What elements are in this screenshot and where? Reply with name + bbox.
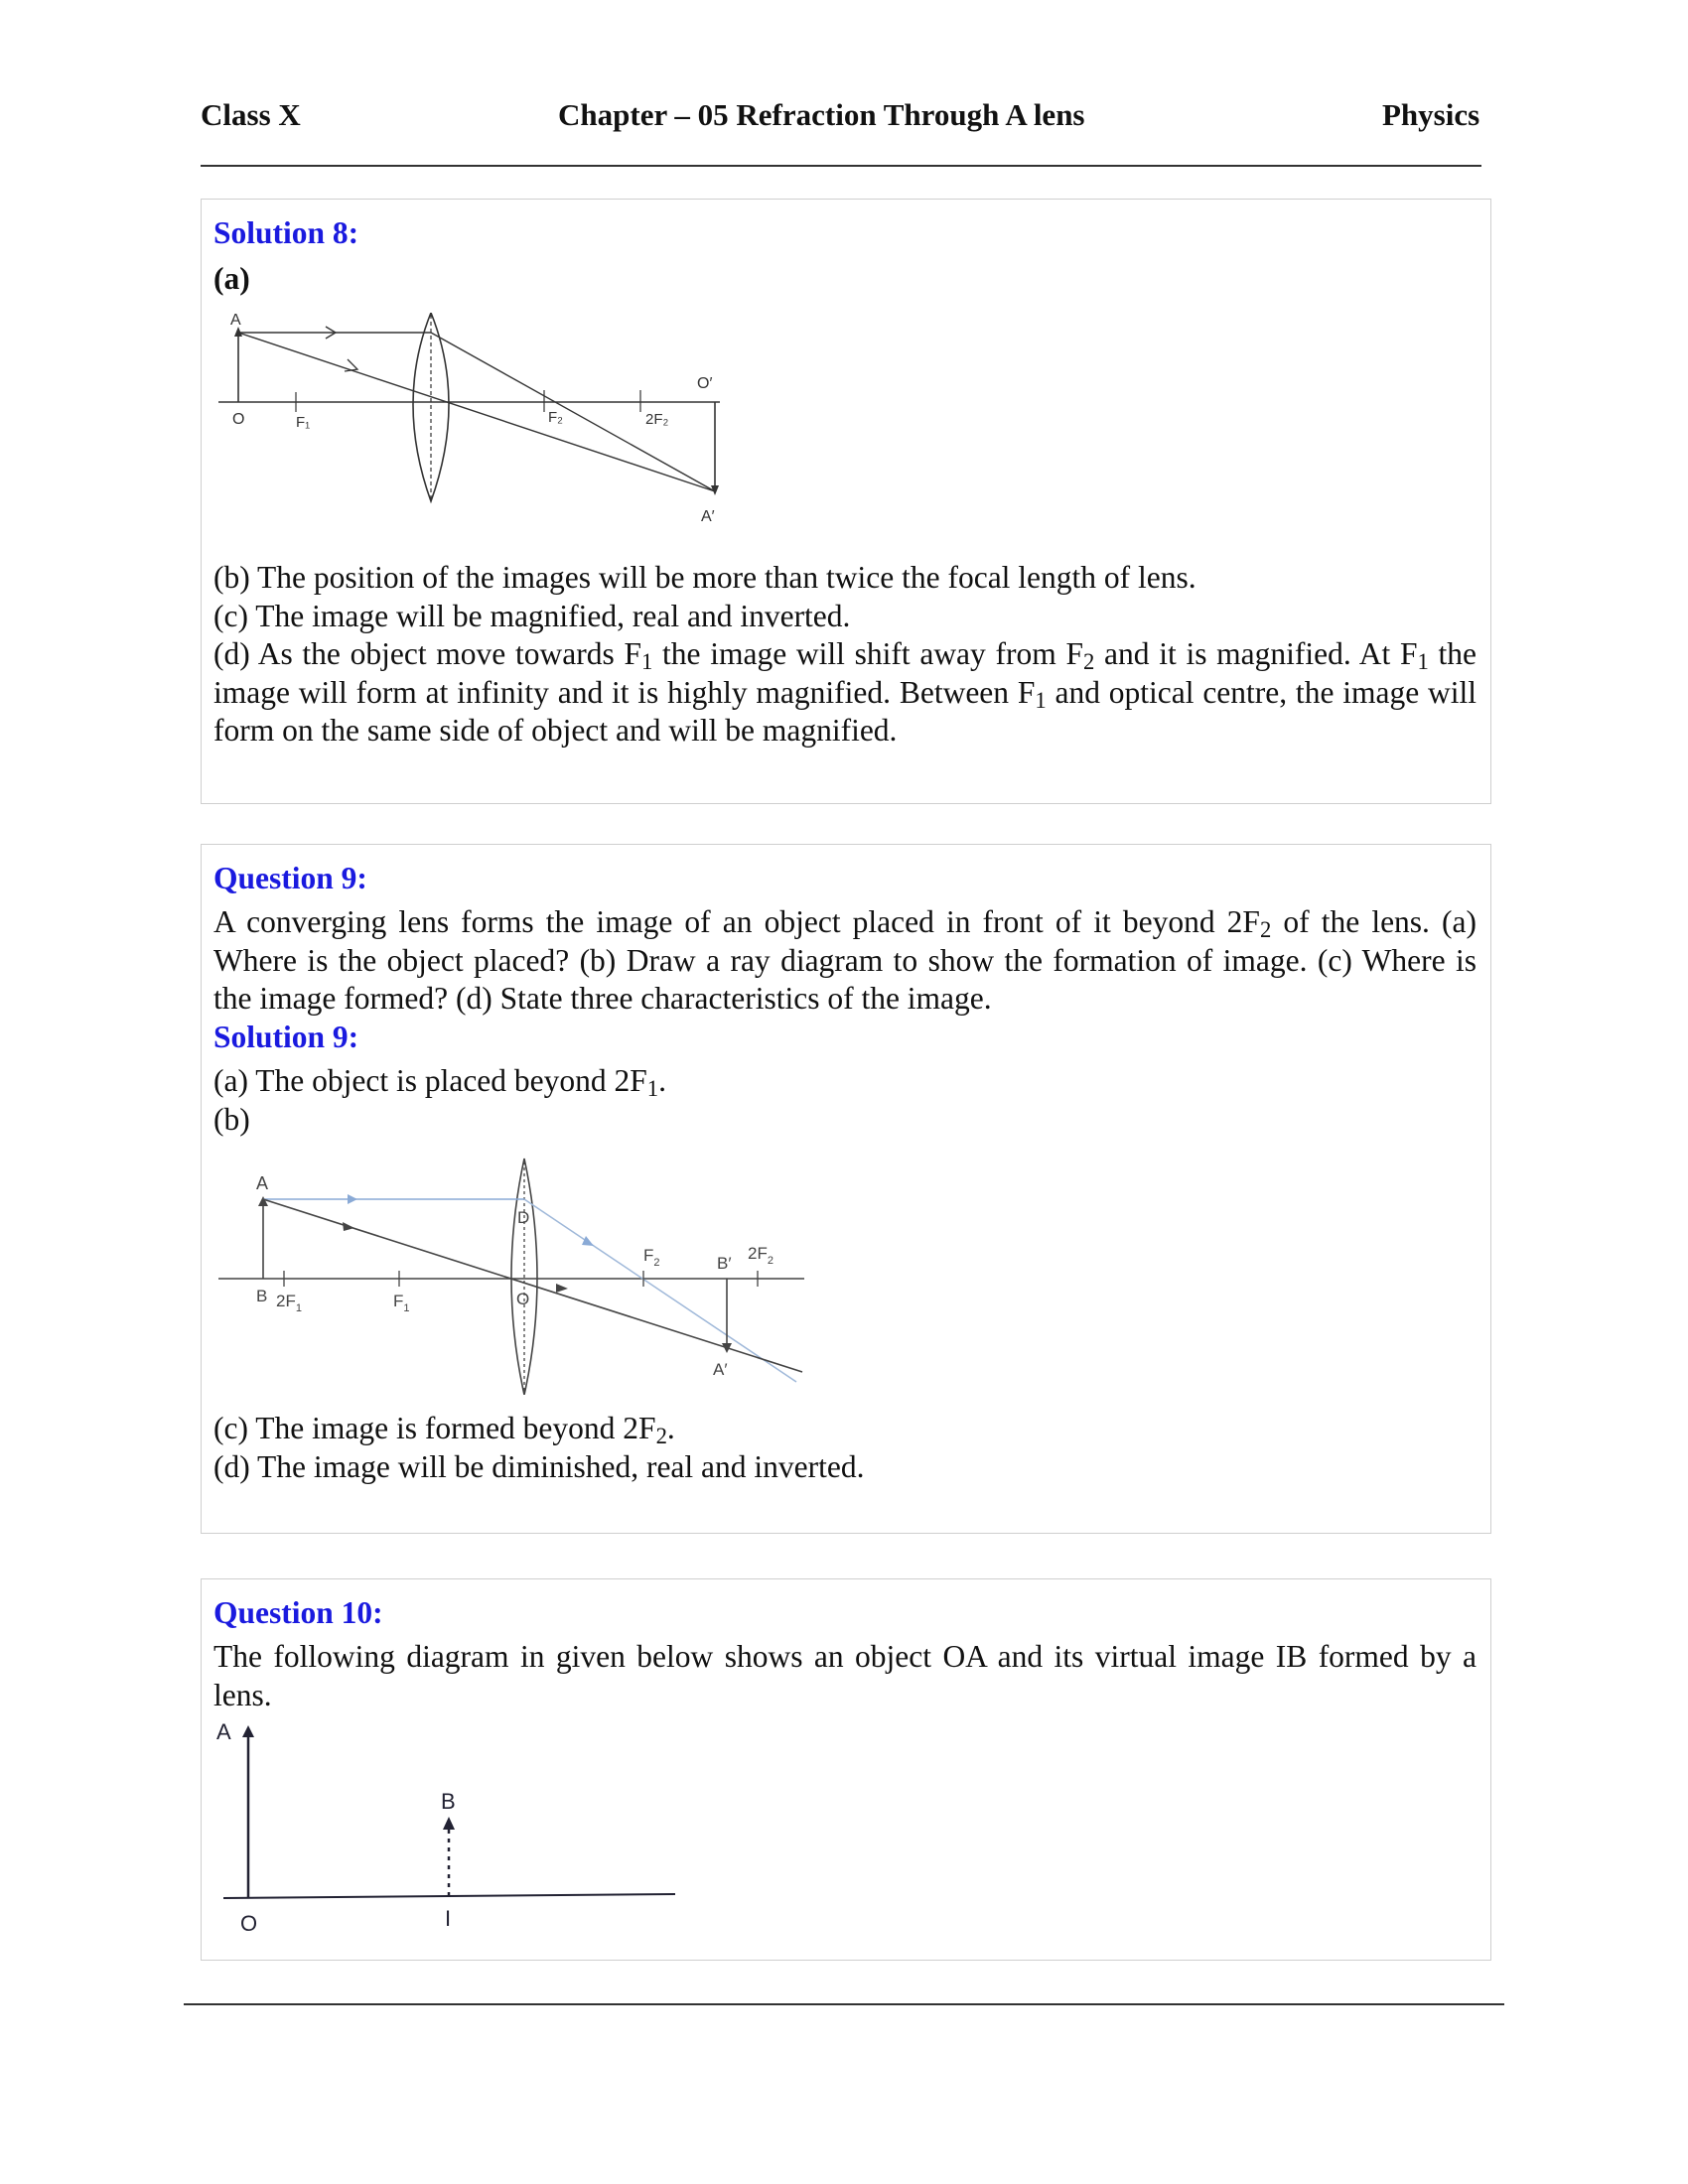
label-F1: F₁ bbox=[296, 414, 311, 431]
solution8-d: (d) As the object move towards $F_1$ the image will shift away from $F_2$ and it is magnified. At $F_1$ the image will form at infinity and it is highly magnified. Between $F_1$ and optical centre, the image will form on the same side of object and will be magnified. bbox=[213, 636, 1477, 748]
solution9-ray-diagram bbox=[209, 1157, 824, 1395]
label-A: A bbox=[230, 313, 241, 329]
solution8-part-a: (a) bbox=[213, 261, 250, 296]
header-class: Class X bbox=[201, 97, 301, 132]
label-A: A bbox=[216, 1719, 231, 1744]
label-F1: $F_1$ bbox=[393, 1292, 410, 1314]
label-O: O bbox=[516, 1290, 530, 1308]
header-rule bbox=[201, 165, 1481, 167]
label-A: A bbox=[256, 1173, 269, 1193]
question10-diagram bbox=[209, 1717, 695, 1936]
label-F2: F₂ bbox=[548, 409, 563, 426]
solution8-c: (c) The image will be magnified, real and inverted. bbox=[213, 598, 851, 633]
solution9-a: (a) The object is placed beyond $2F_1$. bbox=[213, 1063, 667, 1101]
label-2F2: $2F_2$ bbox=[748, 1244, 774, 1267]
footer-rule bbox=[184, 2003, 1504, 2005]
question9-text: A converging lens forms the image of an object placed in front of it beyond $2F_2$ of the lens. (a) Where is the object placed? (b) Draw a ray diagram to show the formation of image. (c) Where is the image formed? (d) State three characteristics of the image. bbox=[213, 904, 1477, 1016]
solution9-heading: Solution 9: bbox=[213, 1020, 359, 1054]
label-O: O bbox=[240, 1911, 258, 1936]
solution9-c: (c) The image is formed beyond $2F_2$. bbox=[213, 1411, 675, 1448]
label-B: B bbox=[256, 1287, 268, 1305]
label-B-prime: B′ bbox=[717, 1254, 732, 1273]
header-chapter: Chapter – 05 Refraction Through A lens bbox=[558, 97, 1085, 132]
header-subject: Physics bbox=[1382, 97, 1480, 132]
label-I: I bbox=[445, 1906, 452, 1931]
solution9-cd bbox=[213, 1410, 1477, 1486]
label-B: B bbox=[441, 1789, 456, 1814]
solution9-part-b: (b) bbox=[213, 1102, 250, 1137]
label-A-prime: A′ bbox=[713, 1360, 728, 1379]
label-O-prime: O′ bbox=[697, 375, 713, 392]
label-F2: $F_2$ bbox=[643, 1246, 660, 1269]
label-2F2: 2F₂ bbox=[645, 411, 669, 428]
question10-heading: Question 10: bbox=[213, 1595, 383, 1630]
label-A-prime: A′ bbox=[701, 508, 715, 525]
question10-text: The following diagram in given below shows an object OA and its virtual image IB formed by a lens. bbox=[213, 1639, 1477, 1712]
label-D: D bbox=[517, 1208, 530, 1227]
solution9-d: (d) The image will be diminished, real and inverted. bbox=[213, 1448, 865, 1484]
solution8-body bbox=[213, 559, 1477, 751]
solution8-b: (b) The position of the images will be more than twice the focal length of lens. bbox=[213, 560, 1196, 595]
question9-heading: Question 9: bbox=[213, 861, 367, 895]
solution8-heading: Solution 8: bbox=[213, 215, 359, 250]
solution8-ray-diagram bbox=[209, 313, 745, 531]
label-2F1: $2F_1$ bbox=[276, 1292, 302, 1314]
label-O: O bbox=[232, 411, 245, 428]
